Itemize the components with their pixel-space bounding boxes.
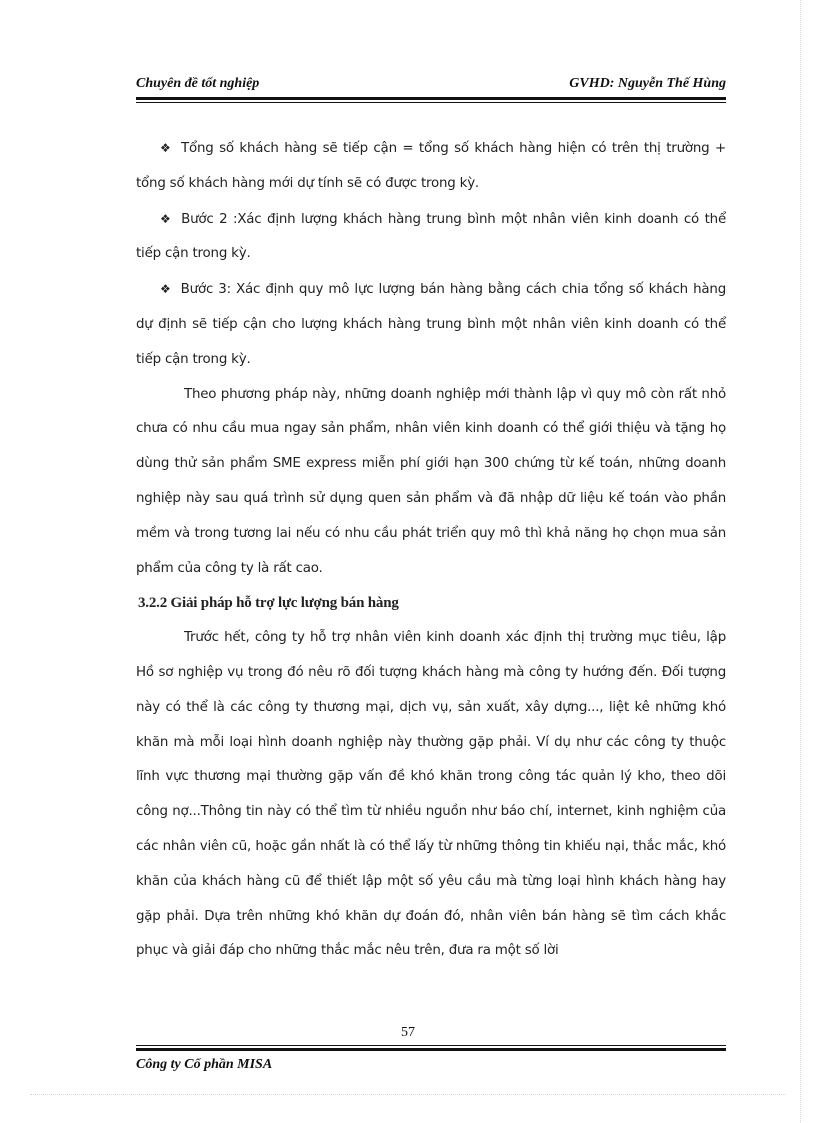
page-boundary-vertical [800, 0, 801, 1123]
footer-rule-thick [136, 1048, 726, 1051]
bullet-item-1 [136, 131, 726, 202]
page-number: 57 [401, 1025, 415, 1040]
section-heading: 3.2.2 Giải pháp hỗ trợ lực lượng bán hàng [138, 595, 399, 612]
bullet-text-continued: khách hàng dự định sẽ tiếp cận cho lượng khách hàng trung bình một nhân viên kinh doanh có thể tiếp cận trong kỳ. [136, 282, 726, 367]
paragraph-sales-support: Trước hết, công ty hỗ trợ nhân viên kinh doanh xác định thị trường mục tiêu, lập Hồ sơ nghiệp vụ trong đó nêu rõ đối tượng khách hàng mà công ty hướng đến. Đối tượng này có thể là các công ty thương mại, dịch vụ, sản xuất, xây dựng..., liệt kê những khó khăn mà mỗi loại hình doanh nghiệp này thường gặp phải. Ví dụ như các công ty thuộc lĩnh vực thương mại thường gặp vấn đề khó khăn trong công tác quản lý kho, theo dõi công nợ...Thông tin này có thể tìm từ nhiều nguồn như báo chí, internet, kinh nghiệm của các nhân viên cũ, hoặc gần nhất là có thể lấy từ những thông tin khiếu nại, thắc mắc, khó khăn của khách hàng cũ để thiết lập một số yêu cầu mà từng loại hình khách hàng hay gặp phải. Dựa trên những khó khăn dự đoán đó, nhân viên bán hàng sẽ tìm cách khắc phục và giải đáp cho những thắc mắc nêu trên, đưa ra một số lời [136, 630, 726, 959]
bullet-text-continued: doanh có thể tiếp cận trong kỳ. [136, 211, 727, 262]
diamond-bullet-icon: ❖ [160, 141, 173, 155]
header-rule-thick [136, 97, 726, 100]
diamond-bullet-icon: ❖ [160, 211, 173, 226]
page-body [136, 131, 726, 969]
footer-rule-thin [136, 1045, 726, 1046]
page-boundary-horizontal [30, 1094, 786, 1095]
diamond-bullet-icon: ❖ [160, 282, 172, 297]
bullet-text-continued: trường + tổng số khách hàng mới dự tính sẽ có được trong kỳ. [136, 141, 726, 191]
page-footer: Công ty Cổ phần MISA [136, 1057, 273, 1072]
bullet-text: Bước 3: Xác định quy mô lực lượng bán hàng bằng cách chia tổng số [180, 282, 644, 298]
header-supervisor: GVHD: Nguyễn Thế Hùng [569, 76, 726, 91]
bullet-text: Bước 2 :Xác định lượng khách hàng trung bình một nhân viên kinh [181, 211, 632, 227]
bullet-item-3 [136, 272, 726, 377]
bullet-text: Tổng số khách hàng sẽ tiếp cận = tổng số khách hàng hiện có trên thị [181, 141, 661, 156]
paragraph-method: Theo phương pháp này, những doanh nghiệp mới thành lập vì quy mô còn rất nhỏ chưa có nhu cầu mua ngay sản phẩm, nhân viên kinh doanh có thể giới thiệu và tặng họ dùng thử sản phẩm SME express miễn phí giới hạn 300 chứng từ kế toán, những doanh nghiệp này sau quá trình sử dụng quen sản phẩm và đã nhập dữ liệu kế toán vào phần mềm và trong tương lai nếu có nhu cầu phát triển quy mô thì khả năng họ chọn mua sản phẩm của công ty là rất cao. [136, 386, 726, 576]
header-rule-thin [136, 102, 726, 103]
bullet-item-2 [136, 202, 726, 273]
header-document-title: Chuyên đề tốt nghiệp [136, 76, 260, 91]
